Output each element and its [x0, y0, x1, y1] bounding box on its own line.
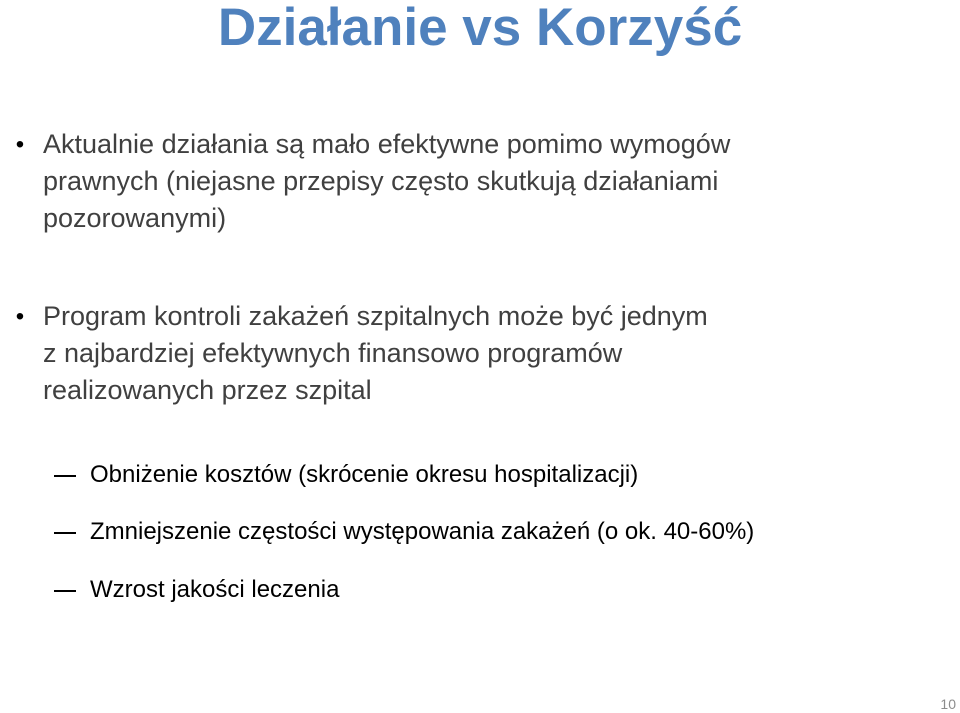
dash-icon [54, 590, 76, 592]
bullet-line: realizowanych przez szpital [43, 375, 372, 405]
bullet-text [43, 298, 708, 409]
dash-icon [54, 475, 76, 477]
sub-bullet-item [0, 574, 960, 606]
bullet-item [0, 126, 960, 237]
bullet-line: pozorowanymi) [43, 203, 227, 233]
sub-bullet-text: Wzrost jakości leczenia [90, 576, 340, 603]
bullet-dot-icon: • [15, 131, 25, 158]
bullet-dot-icon: • [15, 303, 25, 330]
sub-bullet-item [0, 459, 960, 491]
dash-icon [54, 532, 76, 534]
slide-title: Działanie vs Korzyść [217, 0, 743, 57]
bullet-line: prawnych (niejasne przepisy często skutkują działaniami [43, 166, 719, 196]
sub-bullet-item [0, 516, 960, 548]
bullet-line: z najbardziej efektywnych finansowo programów [43, 338, 623, 368]
bullet-line: Program kontroli zakażeń szpitalnych może być jednym [43, 301, 708, 331]
bullet-line: Aktualnie działania są mało efektywne pomimo wymogów [43, 129, 731, 159]
bullet-text [43, 126, 730, 237]
sub-bullet-text: Zmniejszenie częstości występowania zakażeń (o ok. 40-60%) [90, 518, 755, 545]
bullet-item [0, 298, 960, 409]
page-number: 10 [940, 696, 956, 712]
sub-bullet-text: Obniżenie kosztów (skrócenie okresu hospitalizacji) [90, 461, 639, 488]
